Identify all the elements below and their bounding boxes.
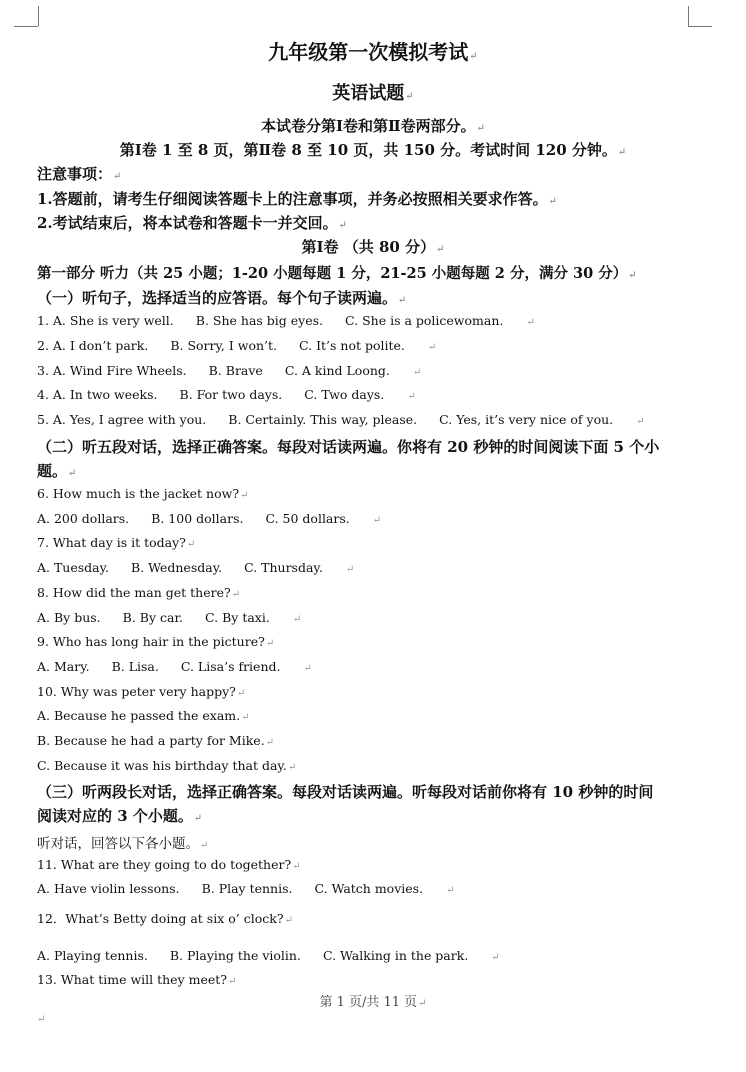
paragraph-mark-icon: ↵ (240, 490, 249, 501)
question-9: 9. Who has long hair in the picture?↵ (37, 634, 275, 649)
answer-10-c: C. Because it was his birthday that day.↵ (37, 758, 297, 773)
intro-line-2: 第Ⅰ卷 1 至 8 页，第Ⅱ卷 8 至 10 页，共 150 分。考试时间 120 分钟。↵ (119, 141, 627, 159)
question-10: 10. Why was peter very happy?↵ (37, 684, 246, 699)
part-heading: 第一部分 听力（共 25 小题；1-20 小题每题 1 分，21-25 小题每题 2 分，满分 30 分）↵ (37, 265, 637, 282)
paragraph-mark-icon: ↵ (405, 91, 414, 102)
answers-7: A. Tuesday. B. Wednesday. C. Thursday. ↵ (37, 560, 355, 575)
answers-8: A. By bus. B. By car. C. By taxi. ↵ (37, 610, 302, 625)
question-2: 2. A. I don’t park. B. Sorry, I won’t. C. It’s not polite. ↵ (37, 338, 437, 353)
paragraph-mark-icon: ↵ (617, 147, 627, 158)
question-8: 8. How did the man get there?↵ (37, 585, 241, 600)
paragraph-mark-icon: ↵ (372, 515, 382, 526)
paragraph-mark-icon: ↵ (193, 813, 203, 824)
paragraph-mark-icon: ↵ (398, 295, 407, 306)
notice-item-1: 1.答题前，请考生仔细阅读答题卡上的注意事项，并务必按照相关要求作答。↵ (37, 190, 558, 208)
answer-10-a: A. Because he passed the exam.↵ (37, 708, 250, 723)
paragraph-mark-icon: ↵ (292, 861, 301, 872)
paragraph-mark-icon: ↵ (284, 915, 293, 926)
paragraph-mark-icon: ↵ (436, 244, 445, 255)
paragraph-mark-icon: ↵ (491, 952, 500, 963)
crop-mark-top-right-horizontal (688, 26, 712, 27)
paragraph-mark-icon: ↵ (287, 762, 297, 773)
paragraph-mark-icon: ↵ (446, 885, 455, 896)
paragraph-mark-icon: ↵ (68, 468, 77, 479)
paragraph-mark-icon: ↵ (418, 998, 427, 1009)
notice-item-2: 2.考试结束后，将本试卷和答题卡一并交回。↵ (37, 214, 348, 232)
subject-title: 英语试题↵ (332, 83, 414, 104)
intro-line-1: 本试卷分第Ⅰ卷和第Ⅱ卷两部分。↵ (260, 117, 486, 135)
question-11: 11. What are they going to do together?↵ (37, 857, 301, 872)
paragraph-mark-icon: ↵ (37, 1014, 46, 1025)
answer-10-b: B. Because he had a party for Mike.↵ (37, 733, 275, 748)
section2-heading-line-1: （二）听五段对话，选择正确答案。每段对话读两遍。你将有 20 秒钟的时间阅读下面 5 个小 (37, 438, 660, 456)
paragraph-mark-icon: ↵ (427, 342, 437, 353)
paragraph-mark-icon: ↵ (113, 171, 122, 182)
paragraph-mark-icon: ↵ (303, 663, 312, 674)
crop-mark-top-left (38, 6, 39, 26)
paragraph-mark-icon: ↵ (228, 976, 237, 987)
exam-title: 九年级第一次模拟考试↵ (268, 40, 478, 64)
crop-mark-top-right (688, 6, 689, 26)
question-12: 12．What’s Betty doing at six o’ clock?↵ (37, 911, 293, 926)
paragraph-mark-icon: ↵ (265, 638, 275, 649)
paragraph-mark-icon: ↵ (548, 196, 558, 207)
paragraph-mark-icon: ↵ (265, 737, 275, 748)
crop-mark-top-left-horizontal (14, 26, 38, 27)
paragraph-mark-icon: ↵ (469, 51, 478, 62)
answers-12: A. Playing tennis. B. Playing the violin. C. Walking in the park. ↵ (37, 948, 500, 963)
volume-heading: 第Ⅰ卷 （共 80 分）↵ (301, 238, 445, 256)
answers-11: A. Have violin lessons. B. Play tennis. C. Watch movies. ↵ (37, 881, 455, 896)
question-1: 1. A. She is very well. B. She has big eyes. C. She is a policewoman. ↵ (37, 313, 535, 328)
page-footer: 第 1 页/共 11 页↵ (319, 995, 427, 1010)
paragraph-mark-icon: ↵ (241, 712, 250, 723)
question-4: 4. A. In two weeks. B. For two days. C. Two days. ↵ (37, 387, 416, 402)
paragraph-mark-icon: ↵ (628, 270, 637, 281)
paragraph-mark-icon: ↵ (292, 614, 302, 625)
paragraph-mark-icon: ↵ (345, 564, 355, 575)
question-6: 6. How much is the jacket now?↵ (37, 486, 249, 501)
notice-heading: 注意事项：↵ (37, 165, 122, 183)
paragraph-mark-icon: ↵ (636, 416, 645, 427)
section3-heading-line-2: 阅读对应的 3 个小题。↵ (37, 807, 203, 825)
answers-9: A. Mary. B. Lisa. C. Lisa’s friend. ↵ (37, 659, 312, 674)
answers-6: A. 200 dollars. B. 100 dollars. C. 50 dollars. ↵ (37, 511, 382, 526)
question-7: 7. What day is it today?↵ (37, 535, 196, 550)
trailing-paragraph (36, 1010, 45, 1025)
paragraph-mark-icon: ↵ (338, 220, 348, 231)
paragraph-mark-icon: ↵ (526, 317, 535, 328)
paragraph-mark-icon: ↵ (412, 367, 422, 378)
section3-instruction: 听对话，回答以下各小题。↵ (37, 836, 209, 852)
paragraph-mark-icon: ↵ (407, 391, 416, 402)
question-5: 5. A. Yes, I agree with you. B. Certainly. This way, please. C. Yes, it’s very nice of you. ↵ (37, 412, 645, 427)
section2-heading-line-2: 题。↵ (37, 462, 77, 480)
section1-heading: （一）听句子，选择适当的应答语。每个句子读两遍。↵ (37, 289, 407, 307)
question-3: 3. A. Wind Fire Wheels. B. Brave C. A kind Loong. ↵ (37, 363, 422, 378)
paragraph-mark-icon: ↵ (476, 123, 486, 134)
question-13: 13. What time will they meet?↵ (37, 972, 237, 987)
paragraph-mark-icon: ↵ (200, 840, 209, 851)
section3-heading-line-1: （三）听两段长对话，选择正确答案。每段对话读两遍。听每段对话前你将有 10 秒钟的时间 (37, 783, 654, 801)
paragraph-mark-icon: ↵ (236, 688, 246, 699)
paragraph-mark-icon: ↵ (231, 589, 241, 600)
paragraph-mark-icon: ↵ (186, 539, 196, 550)
